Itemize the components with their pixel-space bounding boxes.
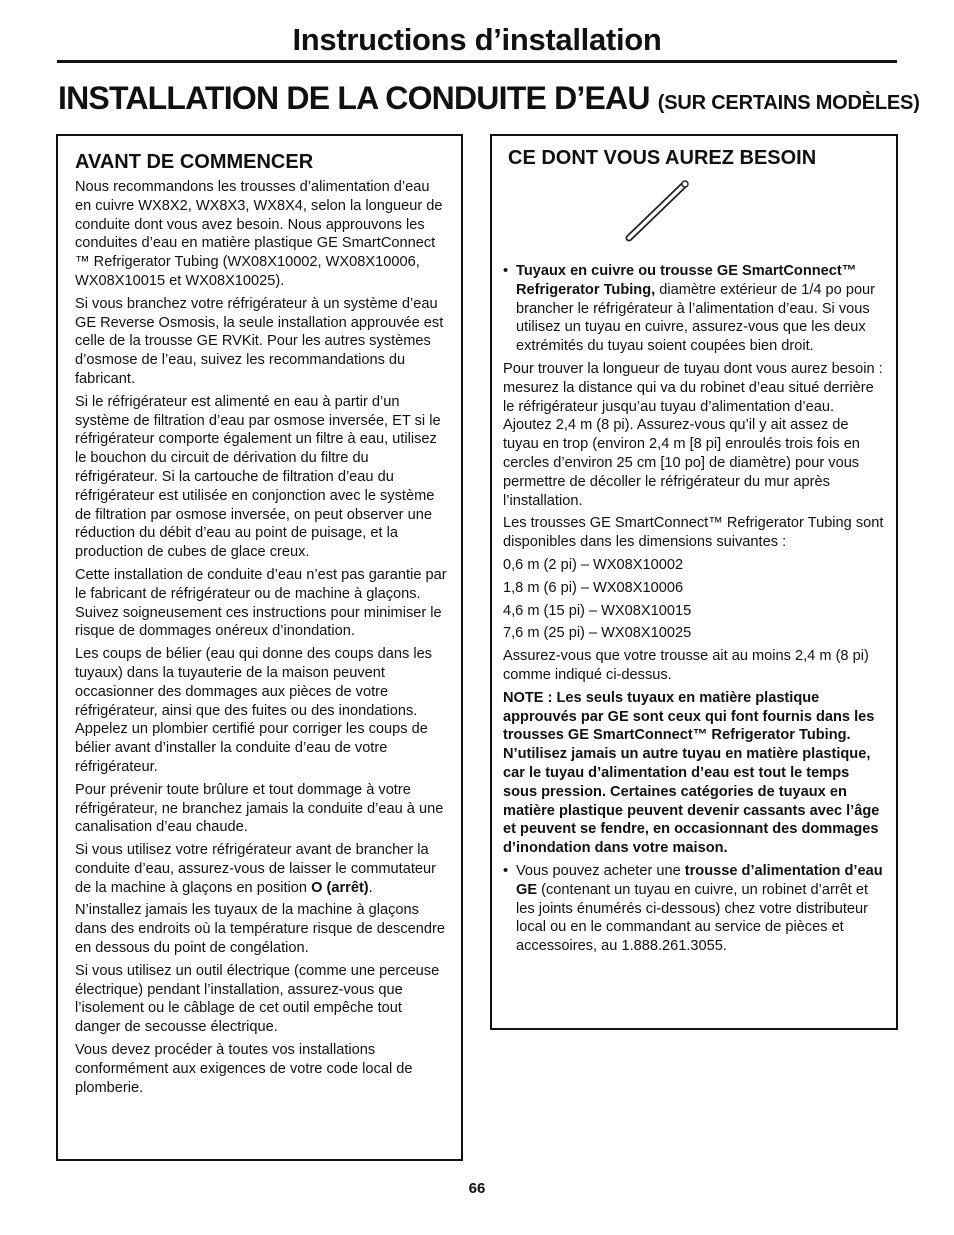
minimum-length-paragraph: Assurez-vous que votre trousse ait au moins 2,4 m (8 pi) comme indiqué ci-dessus. — [503, 648, 869, 683]
kit-size-item: 1,8 m (6 pi) – WX08X10006 — [503, 579, 684, 596]
left-paragraph: N’installez jamais les tuyaux de la machine à glaçons dans des endroits où la température risque de descendre en dessous du point de congélation. — [75, 902, 445, 957]
tubing-bullet — [503, 262, 884, 356]
icemaker-switch-paragraph — [75, 841, 447, 897]
kit-size-item: 4,6 m (15 pi) – WX08X10015 — [503, 602, 692, 619]
kit-size-item: 0,6 m (2 pi) – WX08X10002 — [503, 556, 684, 573]
kit-bullet-bold: trousse d’alimentation d’eau GE — [516, 862, 883, 898]
icemaker-end: . — [368, 879, 373, 896]
left-paragraph: Nous recommandons les trousses d’alimentation d’eau en cuivre WX8X2, WX8X3, WX8X4, selon la longueur de conduite dont vous avez besoin. Nous approuvons les conduites d’eau en matière plastique GE SmartConnect ™ Refrigerator Tubing (WX08X10002, WX08X10006, WX08X10015 et WX08X10025). — [75, 179, 443, 289]
before-you-begin-box — [56, 134, 463, 1161]
kit-bullet-pre: Vous pouvez acheter une — [516, 862, 685, 879]
icemaker-text: Si vous utilisez votre réfrigérateur avant de brancher la conduite d’eau, assurez-vous de laisser le commutateur de la machine à glaçons en position — [75, 842, 436, 896]
water-supply-kit-bullet — [503, 862, 884, 956]
tubing-illustration — [621, 176, 693, 248]
left-paragraph: Si vous utilisez un outil électrique (comme une perceuse électrique) pendant l’installation, assurez-vous que l’isolement ou le câblage de cet outil empêche tout danger de secousse électrique. — [75, 962, 440, 1036]
left-paragraph: Si vous branchez votre réfrigérateur à un système d’eau GE Reverse Osmosis, la seule installation approuvée est celle de la trousse GE RVKit. Pour les autres systèmes d’osmose de l’eau, suivez les recommandations du fabricant. — [75, 295, 444, 387]
section-title-subtitle: (SUR CERTAINS MODÈLES) — [657, 92, 920, 114]
length-paragraph: Pour trouver la longueur de tuyau dont vous aurez besoin : mesurez la distance qui va du robinet d’eau situé derrière le réfrigérateur jusqu’au tuyau d’alimentation d’eau. Ajoutez 2,4 m (8 pi). Assurez-vous qu’il y ait assez de tuyau en trop (environ 2,4 m [8 pi] enroulés trois fois en cercles d’environ 25 cm [10 po] de diamètre) pour vous permettre de décoller le réfrigérateur du mur après l’installation. — [503, 360, 883, 509]
header-rule — [57, 60, 897, 63]
tubing-bullet-text: diamètre extérieur de 1/4 po pour brancher le réfrigérateur à l’alimentation d’eau. Si vous utilisez un tuyau en cuivre, assurez-vous que les deux extrémités du tuyau soient coupées bien droit. — [516, 281, 876, 355]
section-title — [58, 80, 920, 117]
kit-bullet-post: (contenant un tuyau en cuivre, un robinet d’arrêt et les joints énumérés ci-dessous) chez votre distributeur local ou en le commandant au service de pièces et accessoires, au 1.888.261.3055. — [516, 881, 869, 955]
left-paragraph: Vous devez procéder à toutes vos installations conformément aux exigences de votre code local de plomberie. — [75, 1042, 413, 1096]
left-paragraph: Pour prévenir toute brûlure et tout dommage à votre réfrigérateur, ne branchez jamais la conduite d’eau à une canalisation d’eau chaude. — [75, 781, 444, 836]
tubing-bullet-bold: Tuyaux en cuivre ou trousse GE SmartConnect™ Refrigerator Tubing, — [516, 263, 857, 298]
kit-size-item: 7,6 m (25 pi) – WX08X10025 — [503, 625, 692, 642]
left-paragraph: Les coups de bélier (eau qui donne des coups dans les tuyaux) dans la tuyauterie de la maison peuvent occasionner des dommages aux pièces de votre réfrigérateur, ainsi que des fuites ou des inondations. Appelez un plombier certifié pour corriger les coups de bélier avant d’installer la conduite d’eau de votre réfrigérateur. — [75, 646, 432, 775]
section-title-main: INSTALLATION DE LA CONDUITE D’EAU — [58, 80, 650, 116]
before-you-begin-heading: AVANT DE COMMENCER — [75, 151, 314, 173]
icemaker-off-position: O (arrêt) — [311, 879, 369, 896]
left-paragraph: Si le réfrigérateur est alimenté en eau à partir d’un système de filtration d’eau par osmose inversée, ET si le réfrigérateur comporte également un filtre à eau, utilisez le bouchon du circuit de dérivation du filtre du réfrigérateur. Si la cartouche de filtration d’eau du réfrigérateur est utilisée en conjonction avec le système de filtration par osmose inversée, on peut observer une réduction du débit d’eau au point de puisage, et la production de cubes de glace creux. — [75, 393, 441, 561]
page-number: 66 — [468, 1180, 486, 1197]
plastic-tubing-note — [503, 689, 884, 858]
note-bold: NOTE : Les seuls tuyaux en matière plastique approuvés par GE sont ceux qui font fournis dans les trousses GE SmartConnect™ Refrigerator Tubing. N’utilisez jamais un autre tuyau en matière plastique, car le tuyau d’alimentation d’eau est tout le temps sous pression. Certaines catégories de tuyaux en matière plastique peuvent devenir cassants avec l’âge et peuvent se fendre, en occasionnant des dommages d’inondation dans votre maison. — [503, 689, 880, 857]
what-you-need-box — [490, 134, 898, 1030]
kits-paragraph: Les trousses GE SmartConnect™ Refrigerator Tubing sont disponibles dans les dimensions suivantes : — [503, 515, 884, 551]
left-paragraph: Cette installation de conduite d’eau n’est pas garantie par le fabricant de réfrigérateur ou de machine à glaçons. Suivez soigneusement ces instructions pour minimiser le risque de dommages onéreux d’inondation. — [75, 566, 447, 640]
what-you-need-heading: CE DONT VOUS AUREZ BESOIN — [508, 147, 817, 169]
page-header-title: Instructions d’installation — [292, 22, 662, 57]
